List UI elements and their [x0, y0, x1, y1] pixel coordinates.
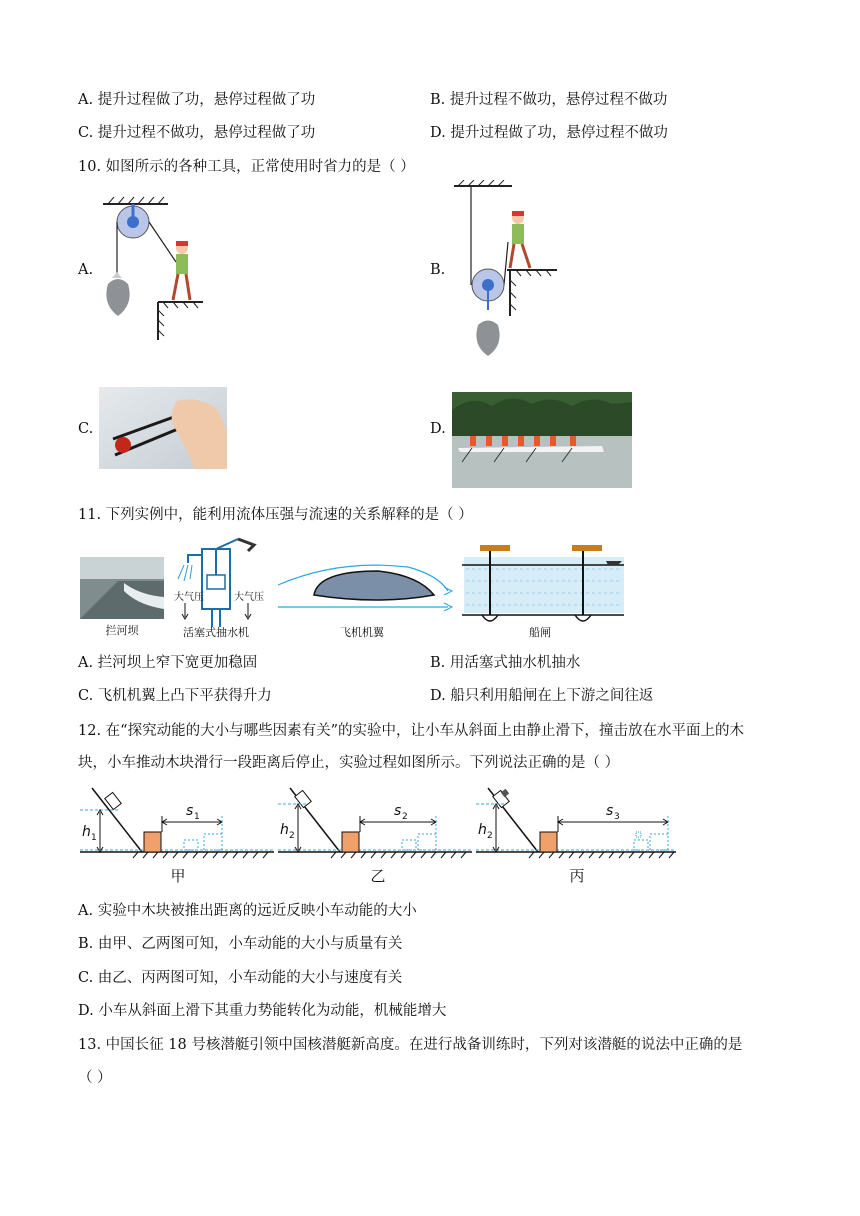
q10-label-b: B.: [430, 262, 446, 278]
q11-option-a: A. 拦河坝上窄下宽更加稳固: [78, 655, 258, 671]
q10-label-d: D.: [430, 421, 446, 437]
q9-option-c: C. 提升过程不做功，悬停过程做了功: [78, 125, 316, 141]
h2-label-yi: h: [280, 822, 289, 838]
atm-right-label: 大气压: [234, 592, 264, 603]
s1-subscript: 1: [194, 812, 200, 822]
movable-pulley-figure: [452, 180, 562, 360]
lock-label: 船闸: [529, 626, 551, 639]
ship-lock-diagram: [462, 545, 624, 621]
wing-label: 飞机机翼: [340, 626, 384, 639]
q10-stem: 10. 如图所示的各种工具，正常使用时省力的是（ ）: [78, 159, 415, 175]
atm-left-label: 大气压: [174, 592, 204, 603]
q11-option-d: D. 船只利用船闸在上下游之间往返: [430, 688, 654, 704]
caption-bing: 丙: [569, 867, 585, 885]
q11-option-c: C. 飞机机翼上凸下平获得升力: [78, 688, 272, 704]
h1-label: h: [82, 824, 91, 840]
s2-label: s: [394, 803, 402, 819]
fluid-pressure-figure: [78, 535, 638, 643]
piston-pump-diagram: [178, 539, 254, 627]
fixed-pulley-figure: [98, 192, 218, 342]
q10-label-c: C.: [78, 421, 94, 437]
caption-jia: 甲: [170, 867, 186, 885]
kinetic-energy-experiment-figure: [78, 784, 678, 890]
q11-stem: 11. 下列实例中，能利用流体压强与流速的关系解释的是（ ）: [78, 507, 473, 523]
h2-subscript-bing: 2: [487, 831, 493, 841]
q9-option-a: A. 提升过程做了功，悬停过程做了功: [78, 92, 316, 108]
s3-subscript: 3: [614, 812, 620, 822]
airplane-wing-diagram: [278, 565, 452, 611]
caption-yi: 乙: [370, 867, 386, 885]
h2-subscript-yi: 2: [289, 831, 295, 841]
q9-option-d: D. 提升过程做了功，悬停过程不做功: [430, 125, 668, 141]
s1-label: s: [186, 803, 194, 819]
q12-option-a: A. 实验中木块被推出距离的远近反映小车动能的大小: [78, 903, 417, 919]
q12-stem-line1: 12. 在“探究动能的大小与哪些因素有关”的实验中，让小车从斜面上由静止滑下，撞击放在水平面上的木: [78, 723, 744, 739]
h2-label-bing: h: [478, 822, 487, 838]
h1-subscript: 1: [91, 833, 97, 843]
q12-option-b: B. 由甲、乙两图可知，小车动能的大小与质量有关: [78, 936, 403, 952]
panel-jia: [80, 788, 274, 885]
q12-option-c: C. 由乙、丙两图可知，小车动能的大小与速度有关: [78, 970, 403, 986]
dam-label: 拦河坝: [105, 624, 139, 637]
q10-label-a: A.: [78, 262, 94, 278]
q13-answer-paren: （ ）: [78, 1070, 112, 1086]
panel-bing: [476, 788, 676, 885]
chopsticks-photo: [99, 387, 227, 469]
q9-option-b: B. 提升过程不做功，悬停过程不做功: [430, 92, 668, 108]
panel-yi: [278, 788, 472, 885]
q12-stem-line2: 块，小车推动木块滑行一段距离后停止，实验过程如图所示。下列说法正确的是（ ）: [78, 755, 620, 771]
q11-option-b: B. 用活塞式抽水机抽水: [430, 655, 581, 671]
q12-option-d: D. 小车从斜面上滑下其重力势能转化为动能，机械能增大: [78, 1003, 447, 1019]
s2-subscript: 2: [402, 812, 408, 822]
q13-stem: 13. 中国长征 18 号核潜艇引领中国核潜艇新高度。在进行战备训练时，下列对该潜艇的说法中正确的是: [78, 1037, 743, 1053]
pump-label: 活塞式抽水机: [183, 626, 249, 639]
rowing-photo: [452, 392, 632, 488]
s3-label: s: [606, 803, 614, 819]
